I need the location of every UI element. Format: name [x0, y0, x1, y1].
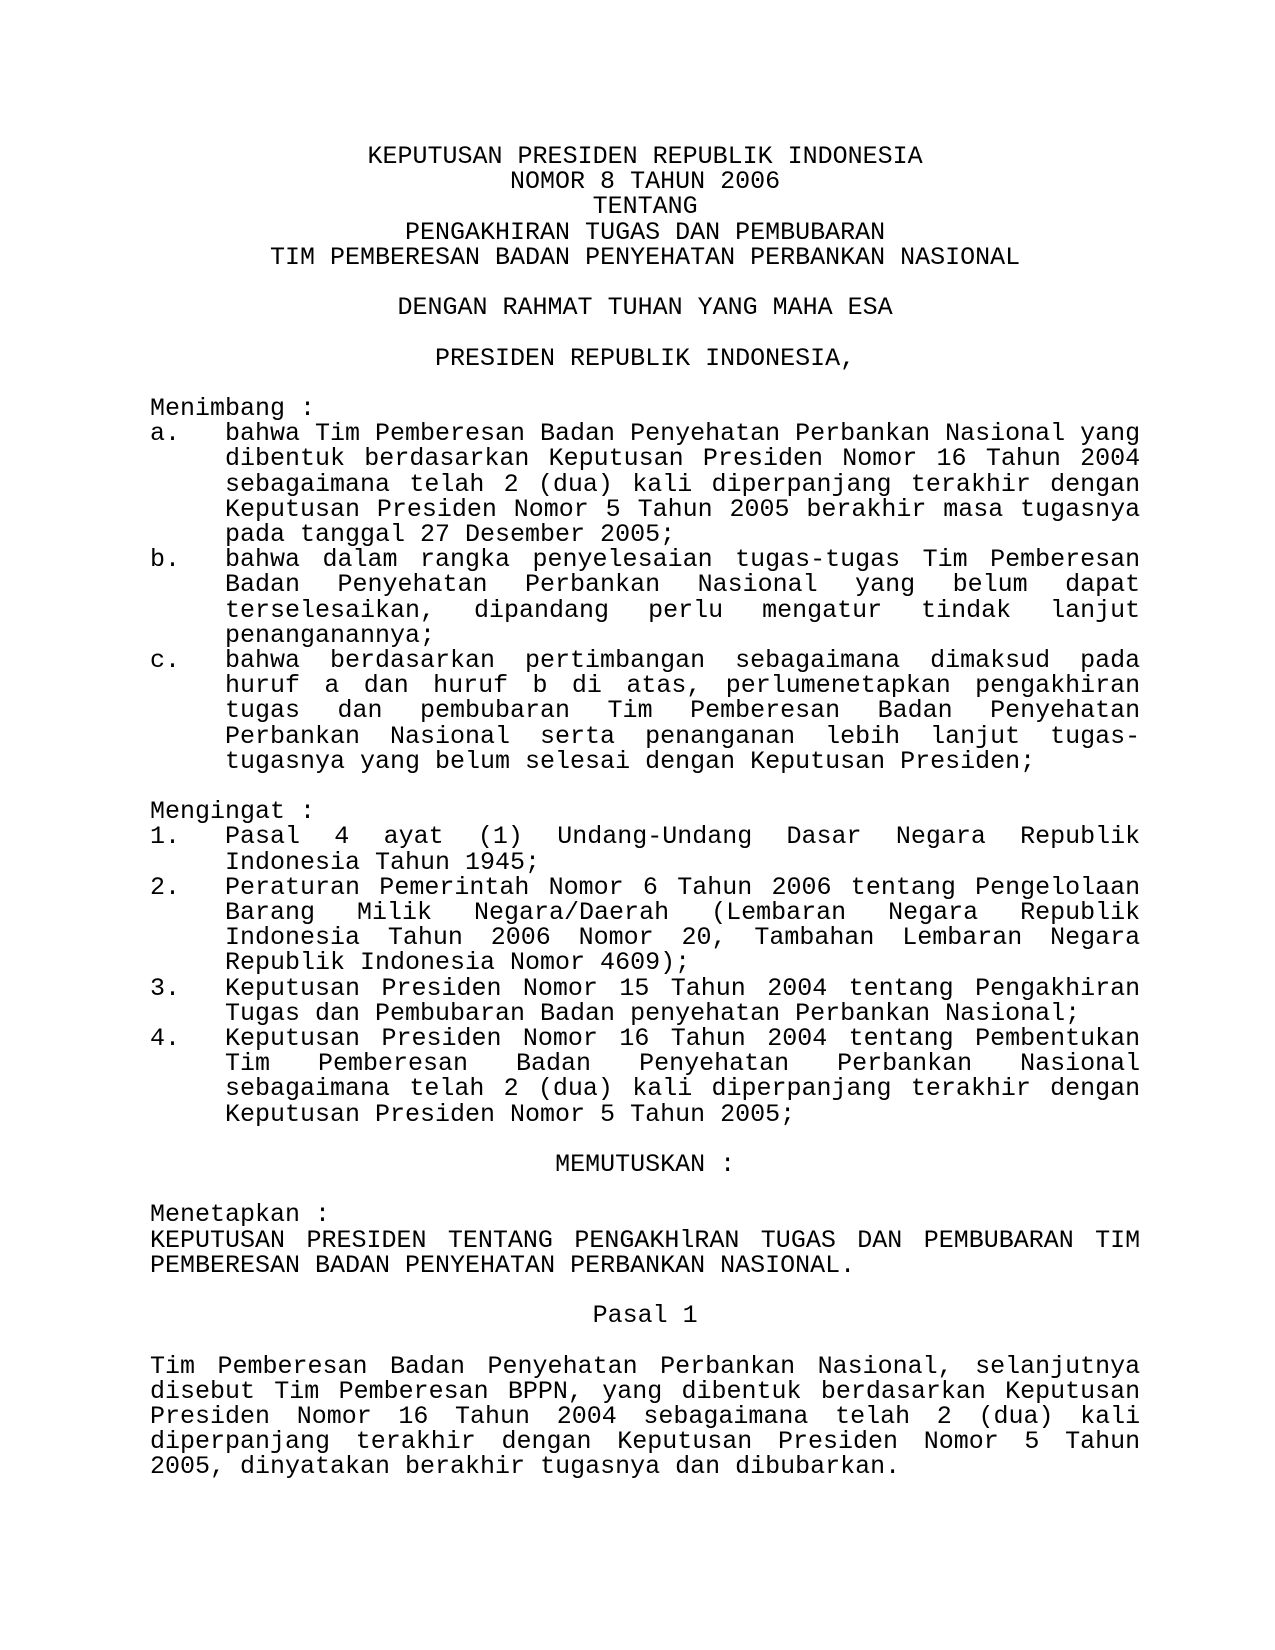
spacer	[150, 1177, 1140, 1202]
menimbang-heading: Menimbang :	[150, 393, 316, 423]
spacer	[150, 1278, 1140, 1303]
mengingat-heading: Mengingat :	[150, 797, 316, 827]
legal-basis-item-3	[150, 973, 1141, 1028]
legal-basis-item-2	[150, 872, 1141, 978]
legal-basis-item-3-text: Keputusan Presiden Nomor 15 Tahun 2004 tentang Pengakhiran Tugas dan Pembubaran Badan penyehatan Perbankan Nasional;	[225, 973, 1141, 1028]
authority-line: PRESIDEN REPUBLIK INDONESIA,	[435, 343, 856, 373]
consideration-item-b-text: bahwa dalam rangka penyelesaian tugas-tugas Tim Pemberesan Badan Penyehatan Perbankan Nasional yang belum dapat terselesaikan, dipandang perlu mengatur tindak lanjut penanganannya;	[225, 545, 1141, 650]
spacer	[150, 270, 1140, 295]
title-line-4-subject: PENGAKHIRAN TUGAS DAN PEMBUBARAN	[405, 217, 886, 247]
consideration-item-a	[150, 421, 1140, 547]
legal-basis-item-4-label: 4.	[150, 1024, 181, 1054]
legal-basis-item-2-text: Peraturan Pemerintah Nomor 6 Tahun 2006 tentang Pengelolaan Barang Milik Negara/Daerah (Lembaran Negara Republik Indonesia Tahun 2006 Nomor 20, Tambahan Lembaran Negara Republik Indonesia Nomor 4609);	[225, 872, 1141, 978]
title-line-5-subject: TIM PEMBERESAN BADAN PENYEHATAN PERBANKAN NASIONAL	[270, 242, 1021, 272]
spacer	[150, 1328, 1140, 1353]
spacer	[150, 371, 1140, 396]
title-line-1: KEPUTUSAN PRESIDEN REPUBLIK INDONESIA	[367, 142, 923, 171]
consideration-item-a-label: a.	[150, 419, 181, 449]
consideration-item-c-text: bahwa berdasarkan pertimbangan sebagaimana dimaksud pada huruf a dan huruf b di atas, perlumenetapkan pengakhiran tugas dan pembubaran Tim Pemberesan Badan Penyehatan Perbankan Nasional serta penanganan lebih lanjut tugas-tugasnya yang belum selesai dengan Keputusan Presiden;	[225, 646, 1141, 776]
legal-basis-item-2-label: 2.	[150, 872, 181, 902]
legal-basis-item-4	[150, 1026, 1140, 1127]
title-line-2-decree-number: NOMOR 8 TAHUN 2006	[510, 167, 781, 197]
consideration-item-b	[150, 547, 1140, 648]
pasal-1-heading: Pasal 1	[592, 1301, 698, 1331]
spacer	[150, 1127, 1140, 1152]
consideration-item-c	[150, 648, 1140, 774]
consideration-item-b-label: b.	[150, 545, 181, 575]
spacer	[150, 774, 1140, 799]
legal-basis-item-1	[150, 822, 1141, 877]
menetapkan-text: KEPUTUSAN PRESIDEN TENTANG PENGAKHlRAN TUGAS DAN PEMBUBARAN TIM PEMBERESAN BADAN PENYEHATAN PERBANKAN NASIONAL.	[150, 1225, 1141, 1280]
menetapkan-heading: Menetapkan :	[150, 1200, 331, 1230]
consideration-item-c-label: c.	[150, 646, 181, 676]
spacer	[150, 320, 1140, 345]
invocation-line: DENGAN RAHMAT TUHAN YANG MAHA ESA	[397, 293, 893, 323]
legal-basis-item-1-text: Pasal 4 ayat (1) Undang-Undang Dasar Negara Republik Indonesia Tahun 1945;	[225, 822, 1141, 877]
pasal-1-text: Tim Pemberesan Badan Penyehatan Perbankan Nasional, selanjutnya disebut Tim Pemberesan BPPN, yang dibentuk berdasarkan Keputusan Presiden Nomor 16 Tahun 2004 sebagaimana telah 2 (dua) kali diperpanjang terakhir dengan Keputusan Presiden Nomor 5 Tahun 2005, dinyatakan berakhir tugasnya dan dibubarkan.	[150, 1351, 1141, 1482]
legal-basis-item-3-label: 3.	[150, 973, 181, 1003]
decree-document	[150, 144, 1140, 1480]
legal-basis-item-4-text: Keputusan Presiden Nomor 16 Tahun 2004 tentang Pembentukan Tim Pemberesan Badan Penyehatan Perbankan Nasional sebagaimana telah 2 (dua) kali diperpanjang terakhir dengan Keputusan Presiden Nomor 5 Tahun 2005;	[225, 1024, 1141, 1129]
memutuskan-heading: MEMUTUSKAN :	[555, 1150, 736, 1180]
legal-basis-item-1-label: 1.	[150, 822, 181, 852]
consideration-item-a-text: bahwa Tim Pemberesan Badan Penyehatan Perbankan Nasional yang dibentuk berdasarkan Keputusan Presiden Nomor 16 Tahun 2004 sebagaimana telah 2 (dua) kali diperpanjang terakhir dengan Keputusan Presiden Nomor 5 Tahun 2005 berakhir masa tugasnya pada tanggal 27 Desember 2005;	[225, 419, 1141, 549]
title-line-3-tentang: TENTANG	[592, 192, 698, 222]
